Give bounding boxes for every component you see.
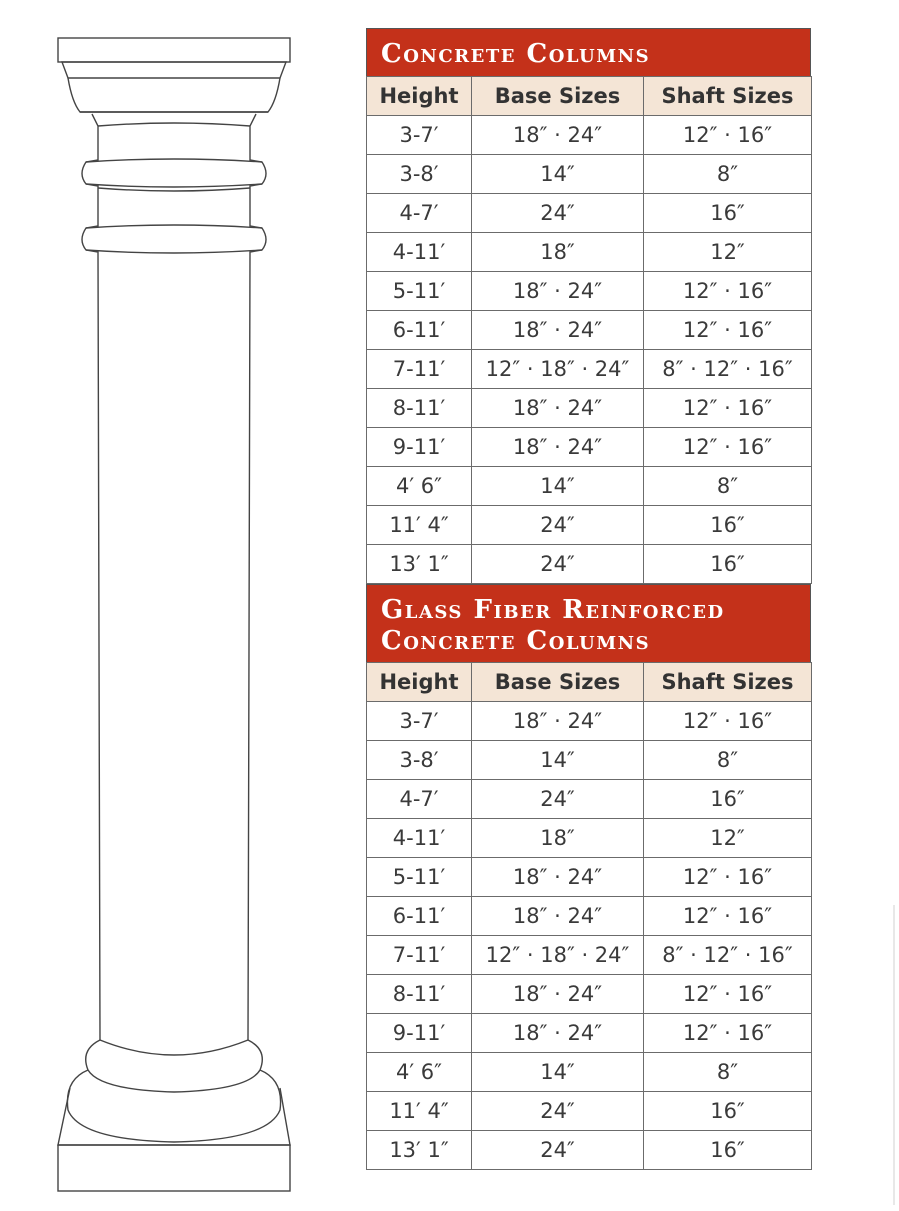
base-size-cell: 18″ · 24″ <box>472 389 644 428</box>
base-size-cell: 24″ <box>472 780 644 819</box>
base-size-cell: 18″ · 24″ <box>472 116 644 155</box>
table-row <box>367 311 812 350</box>
shaft-size-cell: 12″ <box>644 233 812 272</box>
base-size-cell: 18″ · 24″ <box>472 1014 644 1053</box>
height-cell: 9-11′ <box>367 428 472 467</box>
table-row <box>367 897 812 936</box>
height-cell: 7-11′ <box>367 936 472 975</box>
base-size-cell: 18″ · 24″ <box>472 702 644 741</box>
shaft-size-cell: 8″ · 12″ · 16″ <box>644 936 812 975</box>
table-row <box>367 741 812 780</box>
shaft-size-cell: 16″ <box>644 1131 812 1170</box>
page-edge-shadow <box>893 905 895 1205</box>
height-cell: 13′ 1″ <box>367 545 472 584</box>
base-size-cell: 18″ · 24″ <box>472 897 644 936</box>
height-cell: 4-7′ <box>367 194 472 233</box>
table-row <box>367 506 812 545</box>
table-row <box>367 428 812 467</box>
shaft-size-cell: 12″ · 16″ <box>644 702 812 741</box>
base-size-cell: 18″ · 24″ <box>472 858 644 897</box>
base-size-cell: 14″ <box>472 1053 644 1092</box>
base-size-cell: 14″ <box>472 155 644 194</box>
base-size-cell: 18″ <box>472 819 644 858</box>
shaft-size-cell: 12″ · 16″ <box>644 272 812 311</box>
table-row <box>367 116 812 155</box>
table-row <box>367 819 812 858</box>
height-cell: 6-11′ <box>367 311 472 350</box>
height-cell: 3-7′ <box>367 702 472 741</box>
shaft-size-cell: 16″ <box>644 194 812 233</box>
height-cell: 3-8′ <box>367 155 472 194</box>
height-cell: 3-7′ <box>367 116 472 155</box>
table-row <box>367 233 812 272</box>
shaft-size-cell: 16″ <box>644 506 812 545</box>
shaft-size-cell: 16″ <box>644 545 812 584</box>
base-size-cell: 18″ · 24″ <box>472 428 644 467</box>
table-row <box>367 936 812 975</box>
table-row <box>367 702 812 741</box>
table-row <box>367 975 812 1014</box>
shaft-size-cell: 12″ · 16″ <box>644 389 812 428</box>
table-row <box>367 1053 812 1092</box>
table-row <box>367 545 812 584</box>
height-cell: 8-11′ <box>367 975 472 1014</box>
base-size-cell: 18″ · 24″ <box>472 975 644 1014</box>
shaft-sizes-header: Shaft Sizes <box>644 663 812 702</box>
height-cell: 4-11′ <box>367 233 472 272</box>
height-cell: 6-11′ <box>367 897 472 936</box>
table-row <box>367 350 812 389</box>
capital-echinus <box>62 62 286 78</box>
base-size-cell: 12″ · 18″ · 24″ <box>472 350 644 389</box>
base-size-cell: 18″ · 24″ <box>472 272 644 311</box>
table-row <box>367 194 812 233</box>
shaft-size-cell: 12″ · 16″ <box>644 975 812 1014</box>
height-cell: 5-11′ <box>367 272 472 311</box>
shaft-size-cell: 8″ <box>644 741 812 780</box>
height-cell: 8-11′ <box>367 389 472 428</box>
tables-area <box>366 28 811 1170</box>
shaft-size-cell: 8″ <box>644 1053 812 1092</box>
shaft-size-cell: 12″ · 16″ <box>644 428 812 467</box>
column-illustration <box>40 30 310 1200</box>
height-cell: 4′ 6″ <box>367 467 472 506</box>
base-size-cell: 12″ · 18″ · 24″ <box>472 936 644 975</box>
base-sizes-header: Base Sizes <box>472 77 644 116</box>
shaft-size-cell: 12″ · 16″ <box>644 897 812 936</box>
base-size-cell: 24″ <box>472 1131 644 1170</box>
shaft-size-cell: 8″ · 12″ · 16″ <box>644 350 812 389</box>
shaft-size-cell: 12″ <box>644 819 812 858</box>
shaft-size-cell: 16″ <box>644 1092 812 1131</box>
height-header: Height <box>367 77 472 116</box>
shaft-sizes-header: Shaft Sizes <box>644 77 812 116</box>
height-cell: 7-11′ <box>367 350 472 389</box>
height-cell: 11′ 4″ <box>367 506 472 545</box>
base-size-cell: 24″ <box>472 506 644 545</box>
base-size-cell: 24″ <box>472 194 644 233</box>
height-cell: 4′ 6″ <box>367 1053 472 1092</box>
capital-abacus <box>58 38 290 62</box>
table-header-row <box>367 663 812 702</box>
height-cell: 9-11′ <box>367 1014 472 1053</box>
base-size-cell: 18″ <box>472 233 644 272</box>
shaft-size-cell: 8″ <box>644 467 812 506</box>
table-row <box>367 1014 812 1053</box>
base-size-cell: 14″ <box>472 467 644 506</box>
table-row <box>367 389 812 428</box>
shaft-size-cell: 12″ · 16″ <box>644 858 812 897</box>
table-row <box>367 1131 812 1170</box>
height-cell: 4-7′ <box>367 780 472 819</box>
table-header-row <box>367 77 812 116</box>
column-plinth <box>58 1145 290 1191</box>
table-row <box>367 780 812 819</box>
base-size-cell: 24″ <box>472 545 644 584</box>
table-row <box>367 155 812 194</box>
shaft-size-cell: 12″ · 16″ <box>644 1014 812 1053</box>
concrete-columns-title: Concrete Columns <box>366 28 811 76</box>
base-size-cell: 14″ <box>472 741 644 780</box>
table-row <box>367 1092 812 1131</box>
height-cell: 11′ 4″ <box>367 1092 472 1131</box>
shaft-size-cell: 12″ · 16″ <box>644 116 812 155</box>
base-sizes-header: Base Sizes <box>472 663 644 702</box>
base-size-cell: 24″ <box>472 1092 644 1131</box>
table-row <box>367 858 812 897</box>
shaft-size-cell: 16″ <box>644 780 812 819</box>
shaft-size-cell: 12″ · 16″ <box>644 311 812 350</box>
gfrc-columns-title: Glass Fiber Reinforced Concrete Columns <box>366 584 811 662</box>
gfrc-columns-table <box>366 662 812 1170</box>
table-row <box>367 467 812 506</box>
concrete-columns-table <box>366 76 812 584</box>
height-cell: 5-11′ <box>367 858 472 897</box>
height-cell: 13′ 1″ <box>367 1131 472 1170</box>
height-cell: 4-11′ <box>367 819 472 858</box>
height-cell: 3-8′ <box>367 741 472 780</box>
table-row <box>367 272 812 311</box>
height-header: Height <box>367 663 472 702</box>
shaft-size-cell: 8″ <box>644 155 812 194</box>
base-size-cell: 18″ · 24″ <box>472 311 644 350</box>
